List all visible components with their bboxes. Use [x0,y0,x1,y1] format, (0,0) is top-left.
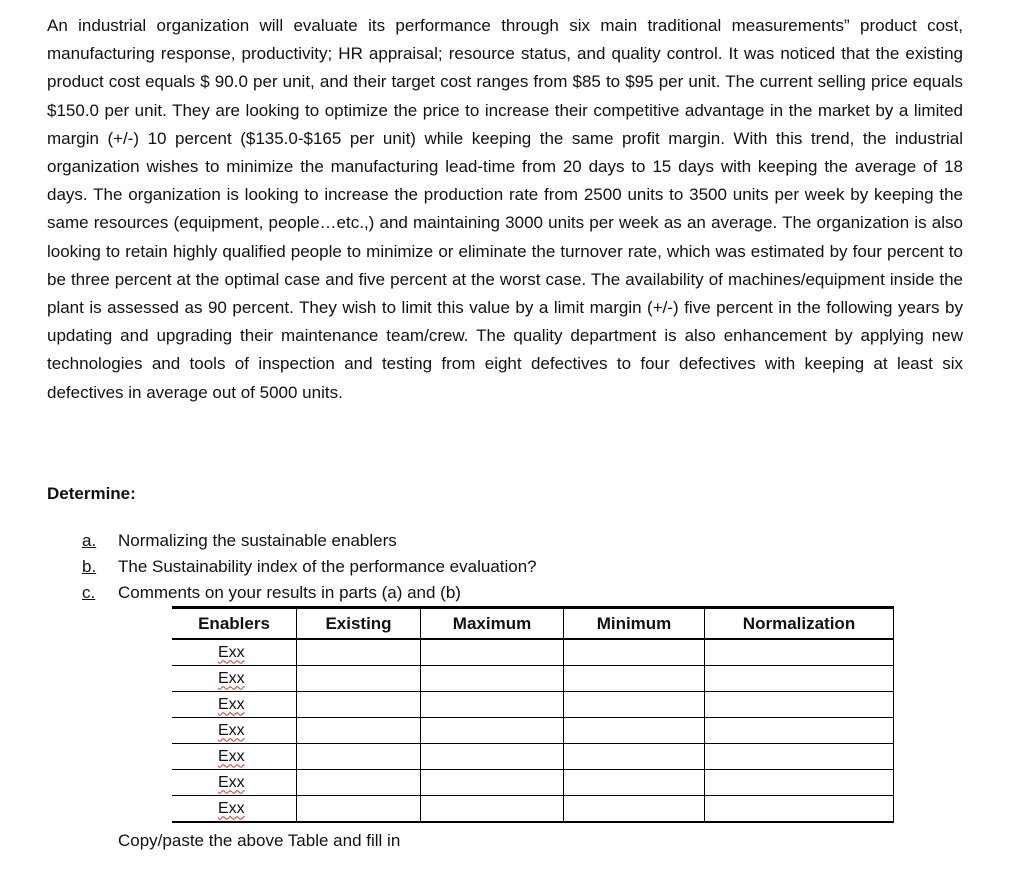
question-letter: b. [82,557,97,576]
normalization-cell [705,639,894,666]
table-row [172,639,894,666]
question-letter: c. [82,583,96,602]
question-item [82,528,537,554]
determine-heading: Determine: [47,484,136,503]
problem-statement: An industrial organization will evaluate its performance through six main traditional measurements” product cost, manufacturing response, productivity; HR appraisal; resource status, and quality control. It was noticed that the existing product cost equals $ 90.0 per unit, and their target cost ranges from $85 to $95 per unit. The current selling price equals $150.0 per unit. They are looking to optimize the price to increase their competitive advantage in the market by a limited margin (+/-) 10 percent ($135.0-$165 per unit) while keeping the same profit margin. With this trend, the industrial organization wishes to minimize the manufacturing lead-time from 20 days to 15 days with keeping the average of 18 days. The organization is looking to increase the production rate from 2500 units to 3500 units per week by keeping the same resources (equipment, people…etc.,) and maintaining 3000 units per week as an average. The organization is also looking to retain highly qualified people to minimize or eliminate the turnover rate, which was estimated by four percent to be three percent at the optimal case and five percent at the worst case. The availability of machines/equipment inside the plant is assessed as 90 percent. They wish to limit this value by a limit margin (+/-) five percent in the following years by updating and upgrading their maintenance team/crew. The quality department is also enhancement by applying new technologies and tools of inspection and testing from eight defectives to four defectives with keeping at least six defectives in average out of 5000 units. [47,16,963,402]
question-letter: a. [82,531,97,550]
header-normalization: Normalization [705,608,894,640]
minimum-cell [564,666,705,692]
minimum-cell [564,692,705,718]
existing-cell [297,718,421,744]
minimum-cell [564,770,705,796]
enablers-table [172,606,894,823]
existing-cell [297,744,421,770]
table-row [172,770,894,796]
minimum-cell [564,744,705,770]
table-row [172,796,894,823]
maximum-cell [421,692,564,718]
table-row [172,744,894,770]
table-row [172,692,894,718]
normalization-cell [705,692,894,718]
existing-cell [297,639,421,666]
normalization-cell [705,666,894,692]
header-enablers: Enablers [172,608,297,640]
maximum-cell [421,718,564,744]
table-header-row [172,608,894,640]
question-list [82,528,537,606]
header-maximum: Maximum [421,608,564,640]
header-minimum: Minimum [564,608,705,640]
existing-cell [297,692,421,718]
enabler-cell: Exx [172,639,297,666]
question-item [82,580,537,606]
table-row [172,718,894,744]
enabler-cell: Exx [172,744,297,770]
minimum-cell [564,796,705,823]
enabler-cell: Exx [172,692,297,718]
minimum-cell [564,639,705,666]
existing-cell [297,770,421,796]
maximum-cell [421,770,564,796]
minimum-cell [564,718,705,744]
enabler-cell: Exx [172,796,297,823]
enabler-cell: Exx [172,666,297,692]
question-item [82,554,537,580]
normalization-cell [705,744,894,770]
maximum-cell [421,666,564,692]
table-row [172,666,894,692]
maximum-cell [421,796,564,823]
question-text: Normalizing the sustainable enablers [118,531,397,550]
question-text: Comments on your results in parts (a) and (b) [118,583,461,602]
footer-note: Copy/paste the above Table and fill in [118,831,401,850]
maximum-cell [421,744,564,770]
enabler-cell: Exx [172,718,297,744]
enabler-cell: Exx [172,770,297,796]
question-text: The Sustainability index of the performance evaluation? [118,557,537,576]
normalization-cell [705,770,894,796]
existing-cell [297,666,421,692]
existing-cell [297,796,421,823]
maximum-cell [421,639,564,666]
header-existing: Existing [297,608,421,640]
normalization-cell [705,796,894,823]
normalization-cell [705,718,894,744]
